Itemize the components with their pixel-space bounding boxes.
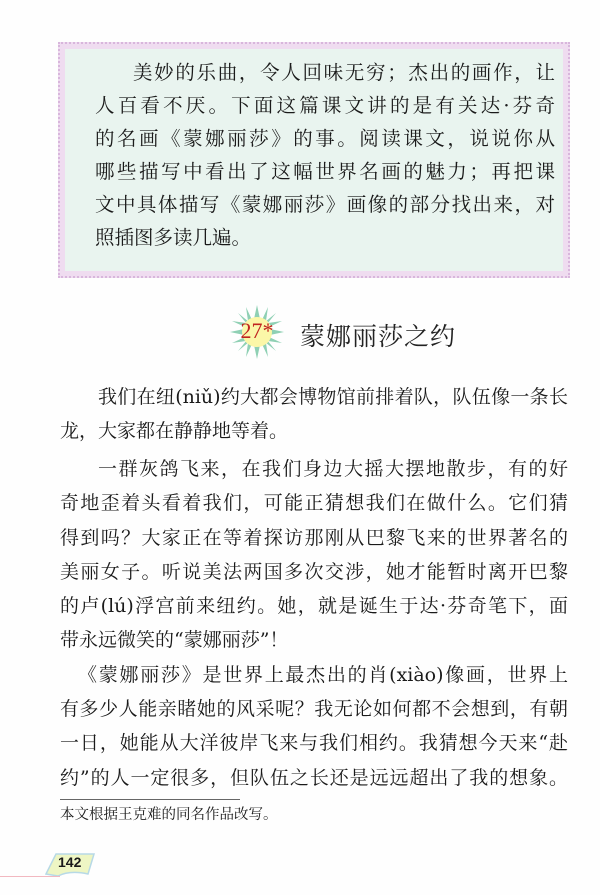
- body-line: 一群灰鸽飞来，在我们身边大摇大摆地散步，有的好: [98, 458, 568, 480]
- page-number: 142: [58, 854, 82, 870]
- page-edge-line: [0, 876, 60, 877]
- body-line: 《蒙娜丽莎》是世界上最杰出的肖(xiào)像画，世界上: [78, 664, 568, 686]
- body-line: 美丽女子。听说美法两国多次交涉，她才能暂时离开巴黎: [60, 561, 568, 583]
- lesson-number: 27*: [240, 318, 274, 343]
- page-number-badge: [44, 852, 96, 878]
- prompt-line: 哪些描写中看出了这幅世界名画的魅力；再把课: [95, 160, 555, 183]
- body-line: 带永远微笑的“蒙娜丽莎”！: [60, 629, 289, 651]
- prompt-line: 人百看不厌。下面这篇课文讲的是有关达·芬奇: [95, 94, 555, 117]
- prompt-line: 文中具体描写《蒙娜丽莎》画像的部分找出来，对: [95, 193, 555, 216]
- body-line: 奇地歪着头看着我们，可能正猜想我们在做什么。它们猜: [60, 492, 568, 514]
- body-line: 一日，她能从大洋彼岸飞来与我们相约。我猜想今天来“赴: [60, 732, 568, 754]
- body-line: 约”的人一定很多，但队伍之长还是远远超出了我的想象。: [60, 767, 568, 789]
- body-line: 的卢(lú)浮宫前来纽约。她，就是诞生于达·芬奇笔下，面: [60, 595, 568, 617]
- body-line: 龙，大家都在静静地等着。: [60, 420, 289, 442]
- prompt-line: 的名画《蒙娜丽莎》的事。阅读课文，说说你从: [95, 127, 555, 150]
- prompt-line: 照插图多读几遍。: [95, 226, 252, 249]
- body-line: 有多少人能亲睹她的风采呢？我无论如何都不会想到，有朝: [60, 698, 568, 720]
- lesson-title: 蒙娜丽莎之约: [300, 322, 457, 351]
- pre-reading-prompt-box: [58, 42, 570, 278]
- footnote: 本文根据王克难的同名作品改写。: [60, 807, 278, 823]
- footnote-divider: [60, 799, 240, 800]
- body-line: 得到吗？大家正在等着探访那刚从巴黎飞来的世界著名的: [60, 527, 568, 549]
- body-line: 我们在纽(niǔ)约大都会博物馆前排着队，队伍像一条长: [98, 386, 568, 408]
- prompt-line: 美妙的乐曲，令人回味无穷；杰出的画作，让: [133, 61, 555, 84]
